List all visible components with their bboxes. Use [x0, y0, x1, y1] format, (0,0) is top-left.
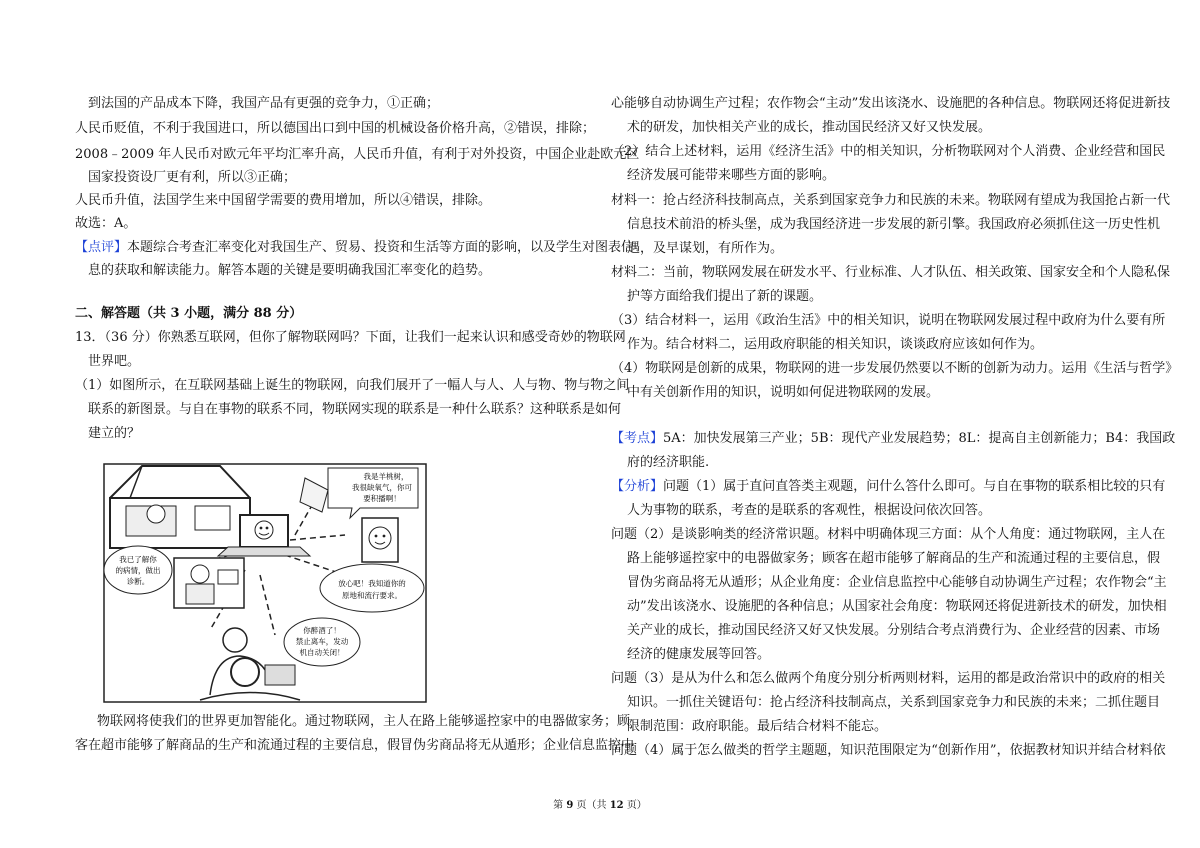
- text-line: 到法国的产品成本下降，我国产品有更强的竞争力，①正确；: [88, 96, 440, 111]
- text-line: 人为事物的联系，考查的是联系的客观性，根据设问依次回答。: [627, 503, 992, 518]
- text-line: 路上能够遥控家中的电器做家务；顾客在超市能够了解商品的生产和流通过程的主要信息，假: [627, 551, 1161, 566]
- fenxi-tag: 【分析】: [611, 479, 664, 494]
- text-line: 关产业的成长，推动国民经济又好又快发展。分别结合考点消费行为、企业经营的因素、市场: [627, 623, 1161, 638]
- bubble-text: 你醉酒了！: [303, 626, 341, 635]
- text-line: 护等方面给我们提出了新的课题。: [627, 289, 823, 304]
- doctor-figure: [174, 558, 244, 608]
- text-line: 知识。一抓住关键语句：抢占经济科技制高点，关系到国家竞争力和民族的未来；二抓住题目: [627, 695, 1161, 710]
- fenxi-text: 问题（1）属于直问直答类主观题，问什么答什么即可。与自在事物的联系相比较的只有: [663, 479, 1166, 494]
- text-line: 人民币升值，法国学生来中国留学需要的费用增加，所以④错误，排除。: [75, 193, 492, 208]
- text-line: 作为。结合材料二，运用政府职能的相关知识，谈谈政府应该如何作为。: [627, 337, 1044, 352]
- text-line: 心能够自动协调生产过程；农作物会“主动”发出该浇水、设施肥的各种信息。物联网还将促进新技: [611, 96, 1171, 111]
- footer-mid: 页（共: [576, 800, 607, 811]
- page-total: 12: [609, 800, 624, 811]
- text-line: 国家投资设厂更有利，所以③正确；: [88, 170, 297, 185]
- page-number: 9: [566, 800, 574, 811]
- text-line: 问题（2）是谈影响类的经济常识题。材料中明确体现三方面：从个人角度：通过物联网，主人在: [611, 527, 1166, 542]
- review-text: 本题综合考查汇率变化对我国生产、贸易、投资和生活等方面的影响，以及学生对图表信: [127, 240, 635, 255]
- bubble-text: 禁止离车，发动: [295, 637, 349, 646]
- kaodian-tag: 【考点】: [611, 431, 664, 446]
- bubble-text: 我很缺氧气，你可: [352, 483, 412, 492]
- bubble-text: 机自动关闭！: [299, 648, 345, 657]
- appliance-speech-bubble: [320, 564, 424, 612]
- bubble-text: 的病情，做出: [115, 566, 161, 575]
- text-line: 中有关创新作用的知识，说明如何促进物联网的发展。: [627, 385, 940, 400]
- text-line: 问题（3）是从为什么和怎么做两个角度分别分析两则材料，运用的都是政治常识中的政府的相关: [611, 671, 1166, 686]
- doctor-speech-bubble: [104, 546, 172, 594]
- text-line: 限制范围：政府职能。最后结合材料不能忘。: [627, 719, 888, 734]
- question-line: （1）如图所示，在互联网基础上诞生的物联网，向我们展开了一幅人与人、人与物、物与物之间: [75, 378, 630, 393]
- kaodian-text: 5A：加快发展第三产业；5B：现代产业发展趋势；8L：提高自主创新能力；B4：我国政: [663, 431, 1176, 446]
- paragraph-line: 物联网将使我们的世界更加智能化。通过物联网，主人在路上能够遥控家中的电器做家务；顾: [97, 714, 631, 729]
- iot-cartoon-illustration: [100, 460, 430, 706]
- bubble-text: 要积播啊！: [363, 494, 401, 503]
- answer-line: 故选：A。: [75, 216, 137, 231]
- section-heading: 二、解答题（共 3 小题，满分 88 分）: [75, 306, 303, 321]
- review-line: [75, 239, 634, 257]
- review-tag: 【点评】: [75, 240, 128, 255]
- text-line: 人民币贬值，不利于我国进口，所以德国出口到中国的机械设备价格升高，②错误，排除；: [75, 121, 596, 136]
- car-speech-bubble: [284, 618, 360, 666]
- paragraph-line: 客在超市能够了解商品的生产和流通过程的主要信息，假冒伪劣商品将无从遁形；企业信息监控中: [75, 738, 635, 753]
- fenxi-line: [611, 478, 1165, 496]
- review-line-2: 息的获取和解读能力。解答本题的关键是要明确我国汇率变化的趋势。: [88, 263, 492, 278]
- question-line: 13．（36 分）你熟悉互联网，但你了解物联网吗？下面，让我们一起来认识和感受奇妙的物联网: [75, 330, 626, 345]
- text-line: 经济的健康发展等回答。: [627, 647, 771, 662]
- bubble-text: 我已了解你: [119, 555, 157, 564]
- question-line: 世界吧。: [88, 354, 141, 369]
- bubble-text: 我是羊桃树，: [363, 472, 409, 481]
- text-line: 材料二：当前，物联网发展在研发水平、行业标准、人才队伍、相关政策、国家安全和个人隐私保: [611, 265, 1171, 280]
- text-line: 经济发展可能带来哪些方面的影响。: [627, 168, 836, 183]
- question-line: 建立的？: [88, 426, 141, 441]
- footer-prefix: 第: [553, 800, 564, 811]
- text-line: （4）物联网是创新的成果，物联网的进一步发展仍然要以不断的创新为动力。运用《生活与哲学》: [611, 361, 1179, 376]
- text-line: 动”发出该浇水、设施肥的各种信息；从国家社会角度：物联网还将促进新技术的研发，加快相: [627, 599, 1167, 614]
- text-line: 2008﹣2009 年人民币对欧元年平均汇率升高，人民币升值，有利于对外投资，中国企业赴欧元区: [75, 147, 640, 162]
- text-line: 术的研发，加快相关产业的成长，推动国民经济又好又快发展。: [627, 120, 992, 135]
- footer-suffix: 页）: [626, 800, 647, 811]
- kaodian-line-2: 府的经济职能.: [627, 455, 710, 470]
- bubble-text: 原地和流行要求。: [342, 591, 402, 600]
- text-line: 问题（4）属于怎么做类的哲学主题题，知识范围限定为“创新作用”，依据教材知识并结合材料依: [611, 743, 1166, 758]
- text-line: 材料一：抢占经济科技制高点，关系到国家竞争力和民族的未来。物联网有望成为我国抢占新一代: [611, 193, 1171, 208]
- smart-appliance-icon: [362, 518, 398, 562]
- text-line: 冒伪劣商品将无从遁形；从企业角度：企业信息监控中心能够自动协调生产过程；农作物会“主: [627, 575, 1167, 590]
- page-footer: [0, 799, 1200, 813]
- text-line: （2）结合上述材料，运用《经济生活》中的相关知识，分析物联网对个人消费、企业经营和国民: [611, 144, 1166, 159]
- text-line: （3）结合材料一，运用《政治生活》中的相关知识，说明在物联网发展过程中政府为什么要有所: [611, 313, 1166, 328]
- bubble-text: 诊断。: [126, 577, 150, 586]
- question-line: 联系的新图景。与自在事物的联系不同，物联网实现的联系是一种什么联系？这种联系是如何: [88, 402, 622, 417]
- text-line: 信息技术前沿的桥头堡，成为我国经济进一步发展的新引擎。我国政府必须抓住这一历史性机: [627, 217, 1161, 232]
- kaodian-line: [611, 430, 1175, 448]
- text-line: 遇，及早谋划，有所作为。: [627, 241, 784, 256]
- bubble-text: 放心吧！我知道你的: [338, 579, 406, 588]
